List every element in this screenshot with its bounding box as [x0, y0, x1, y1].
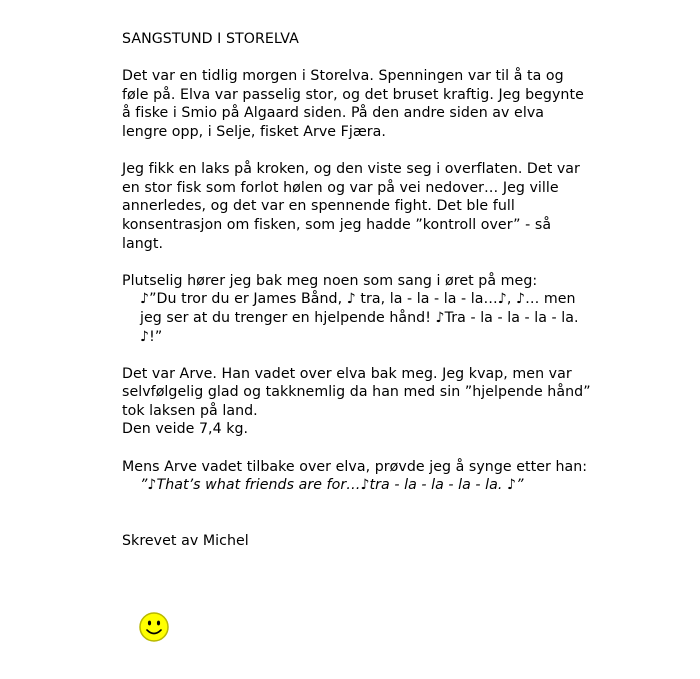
paragraph-3-intro: Plutselig hører jeg bak meg noen som sang i øret på meg:	[122, 272, 538, 289]
spacer	[122, 439, 592, 458]
spacer	[122, 513, 592, 532]
document-title: SANGSTUND I STORELVA	[122, 31, 299, 47]
spacer	[122, 142, 592, 161]
paragraph-4-weight: Den veide 7,4 kg.	[122, 421, 249, 438]
smiley-left-eye	[148, 621, 151, 626]
song-verse-1: ♪”Du tror du er James Bånd, ♪ tra, la - la - la - la…♪, ♪… men jeg ser at du trenger en hjelpende hånd! ♪Tra - la - la - la - la. ♪!”	[140, 291, 579, 345]
paragraph-5-intro: Mens Arve vadet tilbake over elva, prøvde jeg å synge etter han:	[122, 458, 588, 475]
smiley-right-eye	[157, 621, 160, 626]
signature: Skrevet av Michel	[122, 533, 249, 550]
document-body	[122, 30, 592, 551]
paragraph-1: Det var en tidlig morgen i Storelva. Spenningen var til å ta og føle på. Elva var passelig stor, og det bruset kraftig. Jeg begynte å fiske i Smio på Algaard siden. På den andre siden av elva lengre opp, i Selje, fisket Arve Fjæra.	[122, 68, 584, 140]
spacer	[122, 346, 592, 365]
spacer	[122, 495, 592, 514]
smiley-face-circle	[140, 613, 168, 641]
paragraph-4: Det var Arve. Han vadet over elva bak meg. Jeg kvap, men var selvfølgelig glad og takknemlig da han med sin ”hjelpende hånd” tok laksen på land.	[122, 365, 591, 419]
paragraph-2: Jeg fikk en laks på kroken, og den viste seg i overflaten. Det var en stor fisk som forlot hølen og var på vei nedover… Jeg ville annerledes, og det var en spennende fight. Det ble full konsentrasjon om fisken, som jeg hadde ”kontroll over” - så langt.	[122, 161, 580, 252]
spacer	[122, 253, 592, 272]
spacer	[122, 49, 592, 68]
smiley-face-icon	[138, 611, 170, 643]
song-verse-2: ”♪That’s what friends are for…♪tra - la - la - la - la. ♪”	[140, 477, 524, 494]
